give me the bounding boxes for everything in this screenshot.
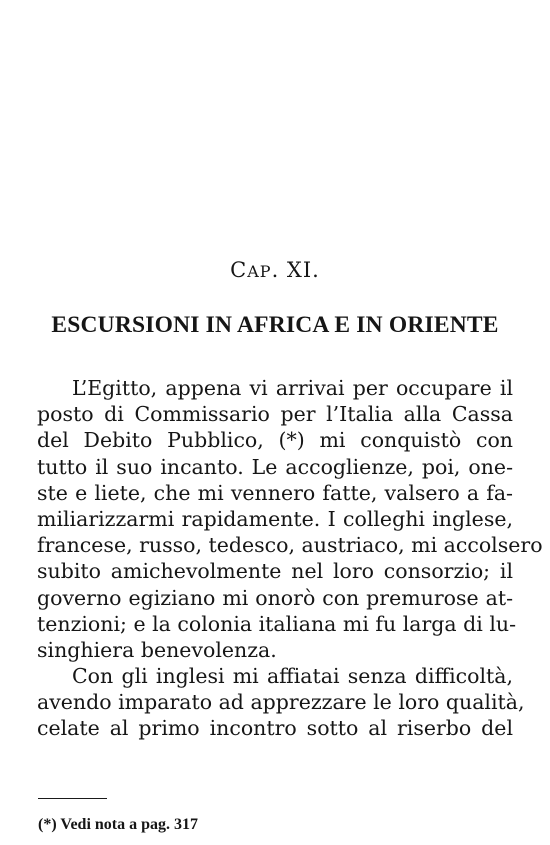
text-line: tutto il suo incanto. Le accoglienze, poi, one- xyxy=(37,454,513,479)
text-line: posto di Commissario per l’Italia alla Cassa xyxy=(37,402,513,427)
text-line: L’Egitto, appena vi arrivai per occupare il xyxy=(72,376,513,400)
chapter-title: ESCURSIONI IN AFRICA E IN ORIENTE xyxy=(51,312,499,338)
text-line: governo egiziano mi onorò con premurose at- xyxy=(37,585,513,610)
text-line: miliarizzarmi rapidamente. I colleghi inglese, xyxy=(37,506,513,531)
text-line: singhiera benevolenza. xyxy=(37,637,277,662)
text-line: del Debito Pubblico, (*) mi conquistò con xyxy=(37,428,513,453)
text-line: ste e liete, che mi vennero fatte, valsero a fa- xyxy=(37,480,513,505)
footnote: (*) Vedi nota a pag. 317 xyxy=(38,816,199,833)
text-line: avendo imparato ad apprezzare le loro qualità, xyxy=(37,690,525,715)
text-line: tenzioni; e la colonia italiana mi fu larga di lu- xyxy=(37,611,517,636)
text-line: Con gli inglesi mi affiatai senza difficoltà, xyxy=(72,664,513,689)
chapter-heading-smallcaps: AP xyxy=(247,262,272,281)
text-line: celate al primo incontro sotto al riserbo del xyxy=(37,716,513,741)
chapter-heading-initial: C xyxy=(230,258,248,282)
text-line: subito amichevolmente nel loro consorzio; il xyxy=(37,559,513,584)
body-text xyxy=(37,375,543,742)
text-line: francese, russo, tedesco, austriaco, mi accolsero xyxy=(37,533,543,558)
footnote-rule xyxy=(38,798,107,799)
chapter-heading xyxy=(0,258,550,282)
chapter-heading-number: . XI. xyxy=(271,258,320,282)
